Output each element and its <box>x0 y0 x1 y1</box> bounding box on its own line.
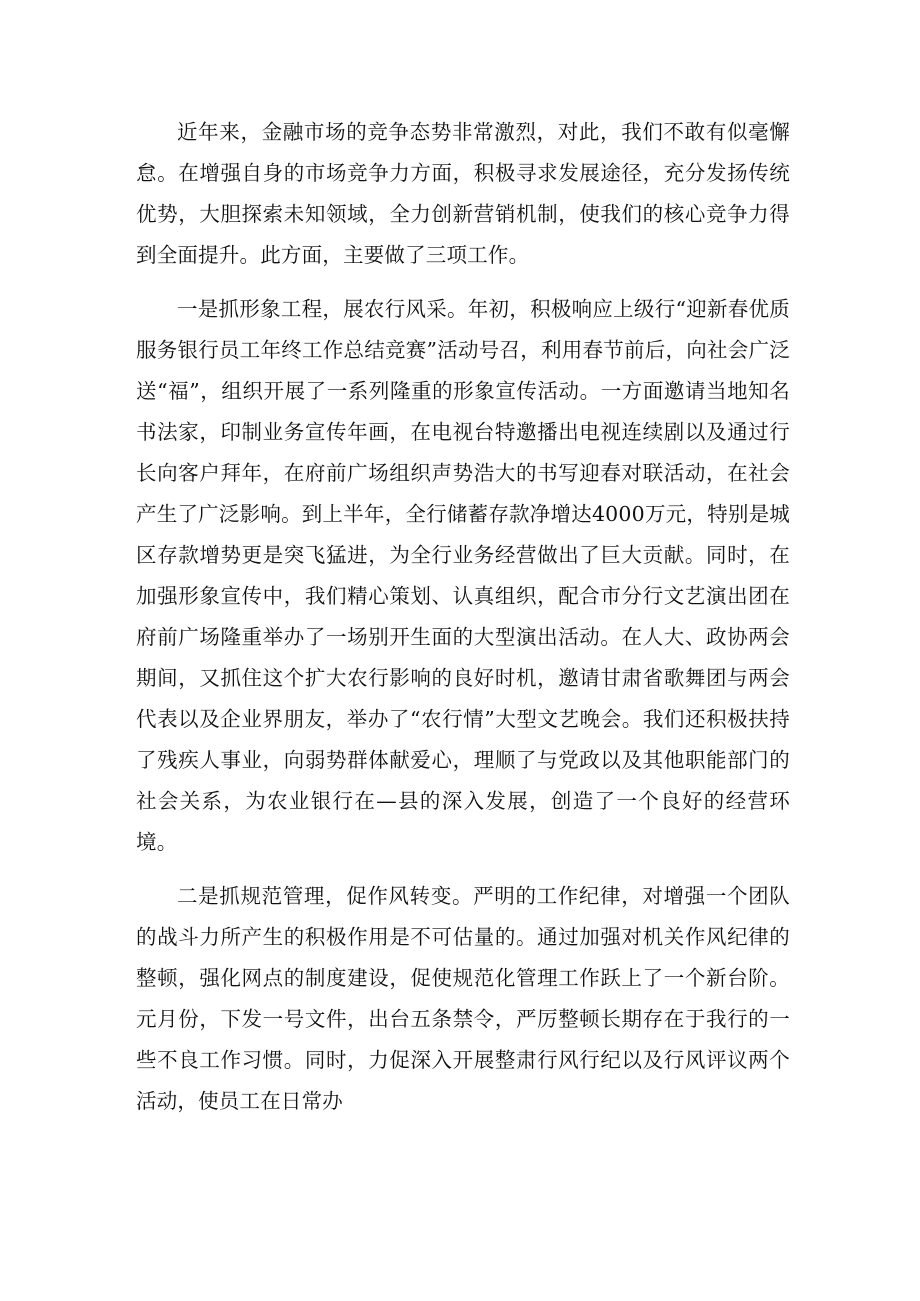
document-body <box>136 112 790 1135</box>
paragraph-intro: 近年来，金融市场的竞争态势非常激烈，对此，我们不敢有似毫懈怠。在增强自身的市场竞争力方面，积极寻求发展途径，充分发扬传统优势，大胆探索未知领域，全力创新营销机制，使我们的核心竞争力得到全面提升。此方面，主要做了三项工作。 <box>136 120 790 267</box>
paragraph-standard-management: 二是抓规范管理，促作风转变。严明的工作纪律，对增强一个团队的战斗力所产生的积极作用是不可估量的。通过加强对机关作风纪律的整顿，强化网点的制度建设，促使规范化管理工作跃上了一个新台阶。元月份，下发一号文件，出台五条禁令，严厉整顿长期存在于我行的一些不良工作习惯。同时，力促深入开展整肃行风行纪以及行风评议两个活动，使员工在日常办 <box>136 884 790 1113</box>
paragraph-image-project: 一是抓形象工程，展农行风采。年初，积极响应上级行“迎新春优质服务银行员工年终工作总结竞赛”活动号召，利用春节前后，向社会广泛送“福”，组织开展了一系列隆重的形象宣传活动。一方面邀请当地知名书法家，印制业务宣传年画，在电视台特邀播出电视连续剧以及通过行长向客户拜年，在府前广场组织声势浩大的书写迎春对联活动，在社会产生了广泛影响。到上半年，全行储蓄存款净增达4000万元，特别是城区存款增势更是突飞猛进，为全行业务经营做出了巨大贡献。同时，在加强形象宣传中，我们精心策划、认真组织，配合市分行文艺演出团在府前广场隆重举办了一场别开生面的大型演出活动。在人大、政协两会期间，又抓住这个扩大农行影响的良好时机，邀请甘肃省歌舞团与两会代表以及企业界朋友，举办了“农行情”大型文艺晚会。我们还积极扶持了残疾人事业，向弱势群体献爱心，理顺了与党政以及其他职能部门的社会关系，为农业银行在—县的深入发展，创造了一个良好的经营环境。 <box>136 297 790 854</box>
